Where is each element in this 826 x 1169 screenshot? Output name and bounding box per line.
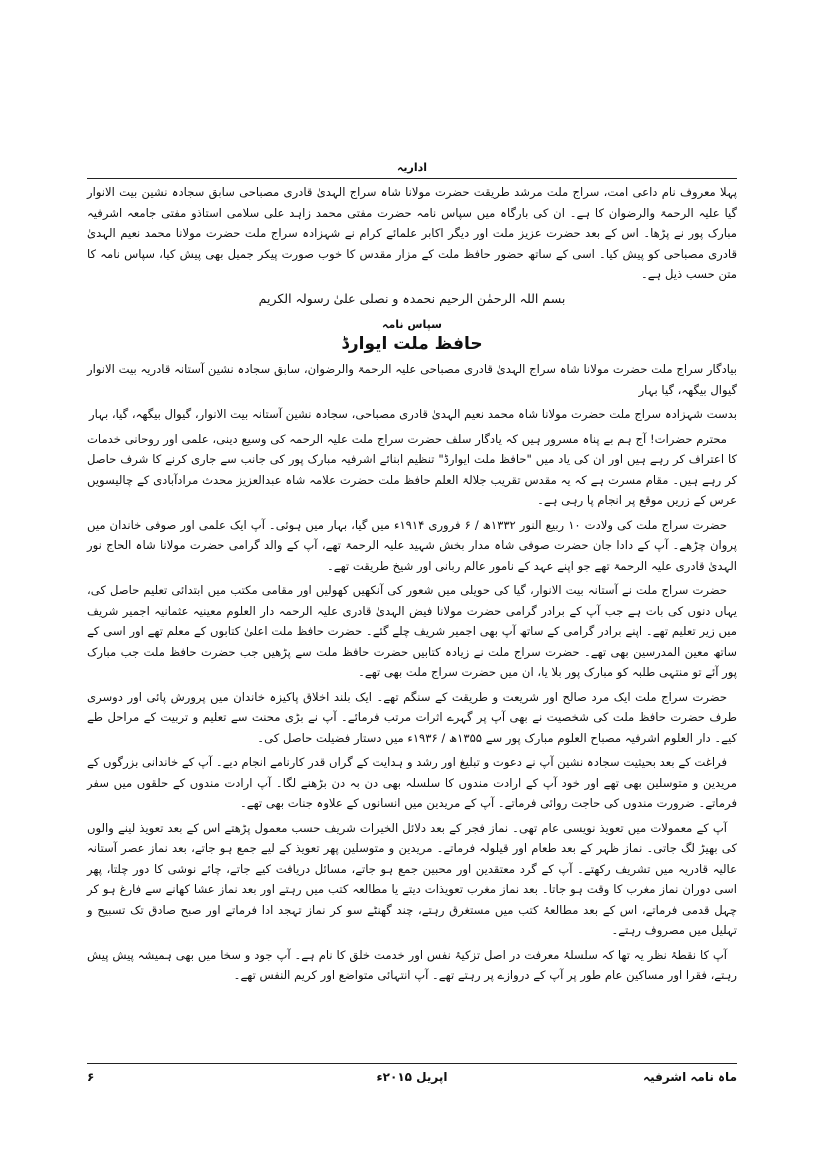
page-number: ۶ bbox=[87, 1070, 95, 1084]
paragraph: حضرت سراج ملت ایک مرد صالح اور شریعت و طریقت کے سنگم تھے۔ ایک بلند اخلاق پاکیزہ خاندان میں پرورش پائی اور دوسری طرف حضرت حافظ ملت کی شخصیت نے بھی آپ پر گہرے اثرات مرتب فرمائے۔ آپ نے بڑی محنت سے تعلیم و تربیت کے مراحل طے کیے۔ دار العلوم اشرفیہ مصباح العلوم مبارک پور سے ۱۳۵۵ھ / ۱۹۳۶ء میں دستار فضیلت حاصل کی۔ bbox=[87, 689, 737, 745]
bismillah-line: بسم اللہ الرحمٰن الرحیم نحمدہ و نصلی علیٰ رسولہ الکریم bbox=[258, 290, 566, 306]
header-rule bbox=[87, 178, 737, 179]
footer-rule bbox=[87, 1063, 737, 1064]
dedication-line: بیادگار سراج ملت حضرت مولانا شاہ سراج الہدیٰ قادری مصباحی علیہ الرحمۃ والرضوان، سابق سجادہ نشین آستانہ قادریہ بیت الانوار گیوال بیگھہ، گیا بہار bbox=[87, 362, 737, 397]
article-body bbox=[87, 182, 737, 990]
paragraph: حضرت سراج ملت کی ولادت ۱۰ ربیع النور ۱۳۳۲ھ / ۶ فروری ۱۹۱۴ء میں گیا، بہار میں ہوئی۔ آپ ایک علمی اور صوفی خاندان میں پروان چڑھے۔ آپ کے دادا جان حضرت صوفی شاہ مدار بخش شہید علیہ الرحمۃ تھے، آپ کے والد گرامی حضرت مولانا شاہ الحاج نور الہدیٰ قادری علیہ الرحمۃ تھے جو اپنے عہد کے نامور عالم ربانی اور شیخ طریقت تھے۔ bbox=[87, 517, 737, 573]
paragraph: آپ کے معمولات میں تعویذ نویسی عام تھی۔ نماز فجر کے بعد دلائل الخیرات شریف حسب معمول پڑھتے اس کے بعد تعویذ لینے والوں کی بھیڑ لگ جاتی۔ نماز ظہر کے بعد طعام اور قیلولہ فرماتے۔ مریدین و متوسلین پھر تعویذ کے لیے جمع ہو جاتے، بعد نماز عصر آستانہ عالیہ قادریہ میں تشریف رکھتے۔ آپ کے گرد معتقدین اور محبین جمع ہو جاتے، مسائل دریافت کیے جاتے، چائے نوشی کا دور چلتا، پھر اسی دوران نماز مغرب کا وقت ہو جاتا۔ بعد نماز مغرب تعویذات دیتے یا مطالعہ کتب میں رہتے اور بعد نماز عشا کھانے سے فارغ ہو کر چہل قدمی فرماتے، اس کے بعد مطالعۂ کتب میں مستغرق رہتے، چند گھنٹے سو کر نماز تہجد ادا فرماتے اور صبح صادق تک تسبیح و تہلیل میں مصروف رہتے۔ bbox=[87, 820, 737, 937]
paragraph: آپ کا نقطۂ نظر یہ تھا کہ سلسلۂ معرفت در اصل تزکیۂ نفس اور خدمت خلق کا نام ہے۔ آپ جود و سخا میں بھی ہمیشہ پیش پیش رہتے، فقرا اور مساکین عام طور پر آپ کے دروازے پر رہتے تھے۔ آپ انتہائی متواضع اور کریم النفس تھے۔ bbox=[87, 947, 737, 982]
paragraph: فراغت کے بعد بحیثیت سجادہ نشین آپ نے دعوت و تبلیغ اور رشد و ہدایت کے گراں قدر کارنامے انجام دیے۔ آپ کے خاندانی بزرگوں کے مریدین و متوسلین بھی تھے اور خود آپ کے ارادت مندوں کا سلسلہ بھی دن بہ دن بڑھنے لگا۔ آپ ارادت مندوں کے حلقوں میں سفر فرماتے۔ ضرورت مندوں کی حاجت روائی فرماتے۔ آپ کے مریدین میں انسانوں کے علاوہ جنات بھی تھے۔ bbox=[87, 755, 737, 810]
paragraph: حضرت سراج ملت نے آستانہ بیت الانوار، گیا کی حویلی میں شعور کی آنکھیں کھولیں اور مقامی مکتب میں ابتدائی تعلیم حاصل کی، یہاں دنوں کی بات ہے جب آپ کے برادر گرامی حضرت مولانا فیض الہدیٰ قادری علیہ الرحمہ دار العلوم معینیہ عثمانیہ اجمیر شریف میں زیر تعلیم تھے۔ اپنے برادر گرامی کے ساتھ آپ بھی اجمیر شریف چلے گئے۔ حضرت حافظ ملت اعلیٰ کتابوں کے معلم تھے اور اسی کے ساتھ معین المدرسین بھی تھے۔ حضرت سراج ملت نے زیادہ کتابیں حضرت حافظ ملت سے پڑھیں جب حضرت حافظ ملت جب مبارک پور آئے تو منتہی طلبہ کو مبارک پور بلا یا، ان میں حضرت سراج ملت بھی تھے۔ bbox=[87, 583, 737, 679]
section-subtitle: حافظ ملت ایوارڈ bbox=[341, 334, 483, 354]
article-page bbox=[87, 160, 737, 1083]
paragraph: محترم حضرات! آج ہم بے پناہ مسرور ہیں کہ یادگار سلف حضرت سراج ملت علیہ الرحمہ کی وسیع دینی، علمی اور روحانی خدمات کا اعتراف کر رہے ہیں اور ان کی یاد میں "حافظ ملت ایوارڈ" تنظیم ابنائے اشرفیہ مبارک پور کی جانب سے جاری کرنے کا شرف حاصل کر رہے ہیں۔ مقام مسرت ہے کہ یہ مقدس تقریب جلالۃ العلم حافظ ملت حضرت علامہ شاہ عبدالعزیز محدث مرادآبادی کے چالیسویں عرس کے زریں موقع پر انجام پا رہی ہے۔ bbox=[87, 431, 737, 507]
issue-date: اپریل ۲۰۱۵ء bbox=[376, 1070, 448, 1084]
magazine-name: ماہ نامہ اشرفیہ bbox=[643, 1070, 737, 1084]
intro-paragraph: پہلا معروف نام داعی امت، سراج ملت مرشد طریقت حضرت مولانا شاہ سراج الہدیٰ قادری مصباحی سابق سجادہ نشین بیت الانوار گیا علیہ الرحمۃ والرضوان کا ہے۔ ان کی بارگاہ میں سپاس نامہ حضرت مفتی محمد زاہد علی سلامی استاذو مفتی جامعہ اشرفیہ مبارک پور نے پڑھا۔ اس کے بعد حضرت عزیز ملت اور دیگر اکابر علمائے کرام نے شہزادہ سراج ملت حضرت مولانا محمد نعیم الہدیٰ قادری مصباحی کو پیش کیا۔ اسی کے ساتھ حضور حافظ ملت کے مزار مقدس کا خوب صورت پیکر جمیل بھی پیش کیا، سپاس نامہ کا متن حسب ذیل ہے۔ bbox=[87, 185, 737, 281]
page-footer bbox=[87, 1068, 737, 1086]
presented-by-line: بدست شہزادہ سراج ملت حضرت مولانا شاہ محمد نعیم الہدیٰ قادری مصباحی، سجادہ نشین آستانہ بیت الانوار، گیوال بیگھہ، گیا، بہار bbox=[89, 407, 737, 421]
running-title: اداریہ bbox=[396, 161, 428, 174]
section-title: سپاس نامہ bbox=[382, 318, 442, 331]
